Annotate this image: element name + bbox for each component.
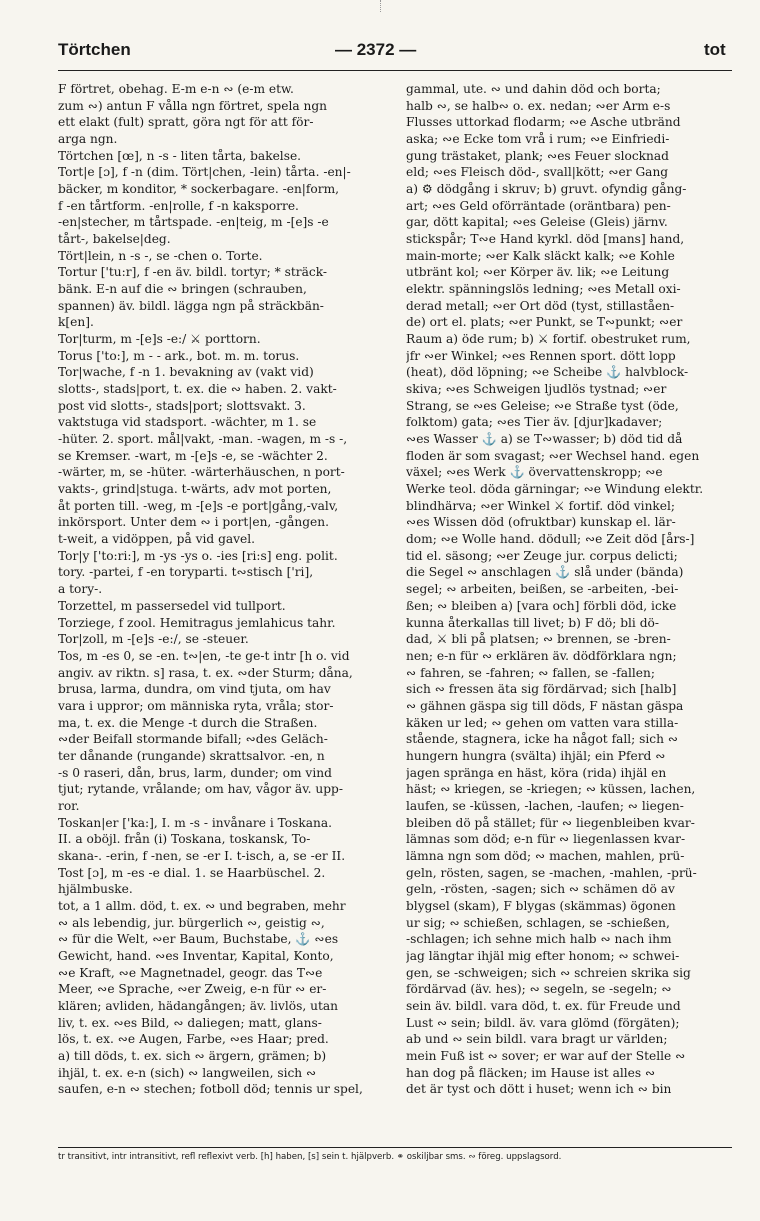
text-line: k[en]. bbox=[58, 315, 94, 330]
text-line: stickspår; T∾e Hand kyrkl. död [mans] hand, bbox=[406, 232, 685, 247]
text-line: vaktstuga vid stadsport. -wächter, m 1. se bbox=[58, 415, 317, 430]
text-line: angiv. av riktn. s] rasa, t. ex. ∾der Sturm; dåna, bbox=[58, 665, 353, 680]
text-line: dom; ∾e Wolle hand. dödull; ∾e Zeit död [års-] bbox=[406, 532, 695, 547]
text-line: Lust ∾ sein; bildl. äv. vara glömd (förgäten); bbox=[406, 1015, 680, 1030]
text-line: folktom) gata; ∾es Tier äv. [djur]kadaver; bbox=[406, 415, 663, 430]
text-line: vakts-, grind|stuga. t-wärts, adv mot porten, bbox=[58, 482, 332, 497]
text-line: det är tyst och dött i huset; wenn ich ∾ bin bbox=[406, 1082, 672, 1097]
text-line: inkörsport. Unter dem ∾ i port|en, -gången. bbox=[58, 515, 329, 530]
text-line: bleiben dö på stället; für ∾ liegenbleiben kvar- bbox=[406, 815, 695, 830]
text-line: Tost [ɔ], m -es -e dial. 1. se Haarbüschel. 2. bbox=[58, 865, 326, 880]
text-line: -hüter. 2. sport. mål|vakt, -man. -wagen, m -s -, bbox=[58, 432, 348, 447]
header-rule bbox=[58, 70, 732, 71]
text-line: lämnas som död; e-n für ∾ liegenlassen kvar- bbox=[406, 832, 686, 847]
text-line: Tortur ['tu:r], f -en äv. bildl. tortyr; * sträck- bbox=[58, 265, 327, 280]
text-line: skiva; ∾es Schweigen ljudlös tystnad; ∾er bbox=[406, 382, 667, 397]
text-line: art; ∾es Geld oförräntade (oräntbara) pen- bbox=[406, 198, 671, 213]
text-line: Tört|lein, n -s -, se -chen o. Torte. bbox=[58, 248, 263, 263]
text-line: halb ∾, se halb∾ o. ex. nedan; ∾er Arm e-s bbox=[406, 98, 671, 113]
text-line: derad metall; ∾er Ort död (tyst, stillaståen- bbox=[406, 298, 675, 313]
text-line: bänk. E-n auf die ∾ bringen (schrauben, bbox=[58, 282, 307, 297]
text-line: gung trästaket, plank; ∾es Feuer slocknad bbox=[406, 148, 669, 163]
text-line: Torzettel, m passersedel vid tullport. bbox=[58, 598, 286, 613]
text-line: stående, stagnera, icke ha något fall; sich ∾ bbox=[406, 732, 679, 747]
text-line: blindhärva; ∾er Winkel ⚔ fortif. död vinkel; bbox=[406, 498, 676, 513]
text-line: sein äv. bildl. vara död, t. ex. für Freude und bbox=[406, 998, 681, 1013]
text-line: slotts-, stads|port, t. ex. die ∾ haben. 2. vakt- bbox=[58, 382, 337, 397]
text-line: Toskan|er ['ka:], I. m -s - invånare i Toskana. bbox=[58, 815, 333, 830]
text-line: tårt-, bakelse|deg. bbox=[58, 232, 171, 247]
text-line: -s 0 raseri, dån, brus, larm, dunder; om vind bbox=[58, 765, 332, 780]
page-fold-mark bbox=[380, 0, 382, 12]
text-line: Tor|y ['to:ri:], m -ys -ys o. -ies [ri:s] eng. polit. bbox=[58, 548, 338, 563]
header-last-entry: tot bbox=[704, 40, 726, 59]
text-line: ma, t. ex. die Menge -t durch die Straßen. bbox=[58, 715, 318, 730]
text-line: ∾ als lebendig, jur. bürgerlich ∾, geistig ∾, bbox=[58, 915, 325, 930]
text-line: Tor|turm, m -[e]s -e:/ ⚔ porttorn. bbox=[58, 332, 261, 347]
text-line: arga ngn. bbox=[58, 132, 118, 147]
text-line: Torus ['to:], m - - ark., bot. m. m. torus. bbox=[58, 348, 300, 363]
text-line: geln, rösten, sagen, se -machen, -mahlen, -prü- bbox=[406, 865, 697, 880]
text-line: t-weit, a vidöppen, på vid gavel. bbox=[58, 532, 256, 547]
text-line: dad, ⚔ bli på platsen; ∾ brennen, se -bren- bbox=[406, 632, 671, 647]
text-line: bäcker, m konditor, * sockerbagare. -en|form, bbox=[58, 182, 340, 197]
text-line: II. a oböjl. från (i) Toskana, toskansk, To- bbox=[58, 832, 311, 847]
text-line: lämna ngn som död; ∾ machen, mahlen, prü- bbox=[406, 848, 685, 863]
text-line: Raum a) öde rum; b) ⚔ fortif. obestruket rum, bbox=[406, 332, 691, 347]
text-line: segel; ∾ arbeiten, beißen, se -arbeiten, -bei- bbox=[406, 582, 679, 597]
text-line: jfr ∾er Winkel; ∾es Rennen sport. dött lopp bbox=[406, 348, 676, 363]
text-line: die Segel ∾ anschlagen ⚓ slå under (bända) bbox=[406, 565, 684, 580]
text-line: elektr. spänningslös ledning; ∾es Metall oxi- bbox=[406, 282, 681, 297]
left-column bbox=[58, 81, 388, 1098]
text-line: Törtchen [œ], n -s - liten tårta, bakelse. bbox=[58, 148, 302, 163]
text-line: ter dånande (rungande) skrattsalvor. -en, n bbox=[58, 748, 325, 763]
text-line: -en|stecher, m tårtspade. -en|teig, m -[e]s -e bbox=[58, 215, 329, 230]
text-line: ihjäl, t. ex. e-n (sich) ∾ langweilen, sich ∾ bbox=[58, 1065, 317, 1080]
text-line: tid el. säsong; ∾er Zeuge jur. corpus delicti; bbox=[406, 548, 678, 563]
text-line: ett elakt (fult) spratt, göra ngt för att för- bbox=[58, 115, 314, 130]
abbreviation-legend: tr transitivt, intr intransitivt, refl reflexivt verb. [h] haben, [s] sein t. hjälpverb. ⚭ oskiljbar sms. ∾ föreg. uppslagsord. bbox=[58, 1152, 562, 1162]
text-line: se Kremser. -wart, m -[e]s -e, se -wächter 2. bbox=[58, 448, 328, 463]
text-line: gammal, ute. ∾ und dahin död och borta; bbox=[406, 82, 661, 96]
text-line: blygsel (skam), F blygas (skämmas) ögonen bbox=[406, 898, 676, 913]
text-line: lös, t. ex. ∾e Augen, Farbe, ∾es Haar; pred. bbox=[58, 1032, 329, 1047]
text-line: vara i uppror; om människa ryta, vråla; stor- bbox=[58, 698, 334, 713]
text-line: Strang, se ∾es Geleise; ∾e Straße tyst (öde, bbox=[406, 398, 679, 413]
text-line: liv, t. ex. ∾es Bild, ∾ daliegen; matt, glans- bbox=[58, 1015, 322, 1030]
text-line: ur sig; ∾ schießen, schlagen, se -schießen, bbox=[406, 915, 670, 930]
text-line: jag längtar ihjäl mig efter honom; ∾ schwei- bbox=[406, 948, 680, 963]
text-line: gar, dött kapital; ∾es Geleise (Gleis) järnv. bbox=[406, 215, 668, 230]
text-line: Tor|wache, f -n 1. bevakning av (vakt vid) bbox=[58, 365, 314, 380]
text-line: F förtret, obehag. E-m e-n ∾ (e-m etw. bbox=[58, 82, 294, 96]
text-line: Tort|e [ɔ], f -n (dim. Tört|chen, -lein) tårta. -en|- bbox=[58, 165, 351, 180]
text-line: main-morte; ∾er Kalk släckt kalk; ∾e Kohle bbox=[406, 248, 675, 263]
text-line: Flusses uttorkad flodarm; ∾e Asche utbränd bbox=[406, 115, 681, 130]
text-line: ror. bbox=[58, 798, 80, 813]
text-line: Tos, m -es 0, se -en. t∾|en, -te ge-t intr [h o. vid bbox=[58, 648, 350, 663]
text-line: sich ∾ fressen äta sig fördärvad; sich [halb] bbox=[406, 682, 677, 697]
text-line: laufen, se -küssen, -lachen, -laufen; ∾ liegen- bbox=[406, 798, 684, 813]
text-line: hjälmbuske. bbox=[58, 882, 133, 897]
text-line: klären; avliden, hädangången; äv. livlös, utan bbox=[58, 998, 339, 1013]
text-line: spannen) äv. bildl. lägga ngn på sträckbän- bbox=[58, 298, 324, 313]
text-line: käken ur led; ∾ gehen om vatten vara stilla- bbox=[406, 715, 679, 730]
text-line: gen, se -schweigen; sich ∾ schreien skrika sig bbox=[406, 965, 691, 980]
text-line: ∾es Wasser ⚓ a) se T∾wasser; b) död tid då bbox=[406, 432, 683, 447]
text-line: Gewicht, hand. ∾es Inventar, Kapital, Konto, bbox=[58, 948, 334, 963]
text-line: -schlagen; ich sehne mich halb ∾ nach ihm bbox=[406, 932, 672, 947]
text-line: ∾es Wissen död (ofruktbar) kunskap el. lär- bbox=[406, 515, 676, 530]
header-first-entry: Törtchen bbox=[58, 40, 131, 59]
text-line: f -en tårtform. -en|rolle, f -n kaksporre. bbox=[58, 198, 299, 213]
text-line: hungern hungra (svälta) ihjäl; ein Pferd ∾ bbox=[406, 748, 666, 763]
text-line: Tor|zoll, m -[e]s -e:/, se -steuer. bbox=[58, 632, 249, 647]
text-line: fördärvad (äv. hes); ∾ segeln, se -segeln; ∾ bbox=[406, 982, 672, 997]
text-line: post vid slotts-, stads|port; slottsvakt. 3. bbox=[58, 398, 306, 413]
text-line: (heat), död löpning; ∾e Scheibe ⚓ halvblock- bbox=[406, 365, 689, 380]
text-line: zum ∾) antun F vålla ngn förtret, spela ngn bbox=[58, 98, 327, 113]
text-line: jagen spränga en häst, köra (rida) ihjäl en bbox=[406, 765, 667, 780]
page-number: — 2372 — bbox=[335, 40, 417, 59]
text-line: eld; ∾es Fleisch död-, svall|kött; ∾er Gang bbox=[406, 165, 669, 180]
text-line: ßen; ∾ bleiben a) [vara och] förbli död, icke bbox=[406, 598, 677, 613]
text-line: floden är som svagast; ∾er Wechsel hand. egen bbox=[406, 448, 700, 463]
text-line: åt porten till. -weg, m -[e]s -e port|gång,-valv, bbox=[58, 498, 339, 513]
text-line: ∾der Beifall stormande bifall; ∾des Geläch- bbox=[58, 732, 328, 747]
footer-rule bbox=[58, 1147, 732, 1148]
text-line: aska; ∾e Ecke tom vrå i rum; ∾e Einfriedi- bbox=[406, 132, 670, 147]
text-line: skana-. -erin, f -nen, se -er I. t-isch, a, se -er II. bbox=[58, 848, 346, 863]
text-line: nen; e-n für ∾ erklären äv. dödförklara ngn; bbox=[406, 648, 677, 663]
text-line: tot, a 1 allm. död, t. ex. ∾ und begraben, mehr bbox=[58, 898, 346, 913]
text-line: mein Fuß ist ∾ sover; er war auf der Stelle ∾ bbox=[406, 1048, 686, 1063]
text-line: utbränt kol; ∾er Körper äv. lik; ∾e Leitung bbox=[406, 265, 670, 280]
text-line: a) till döds, t. ex. sich ∾ ärgern, grämen; b) bbox=[58, 1048, 327, 1063]
right-column bbox=[406, 81, 736, 1098]
text-line: häst; ∾ kriegen, se -kriegen; ∾ küssen, lachen, bbox=[406, 782, 696, 797]
text-line: ∾e Kraft, ∾e Magnetnadel, geogr. das T∾e bbox=[58, 965, 323, 980]
text-line: -wärter, m, se -hüter. -wärterhäuschen, n port- bbox=[58, 465, 345, 480]
text-line: tjut; rytande, vrålande; om hav, vågor äv. upp- bbox=[58, 782, 343, 797]
text-line: kunna återkallas till livet; b) F dö; bli dö- bbox=[406, 615, 659, 630]
text-line: Torziege, f zool. Hemitragus jemlahicus tahr. bbox=[58, 615, 336, 630]
text-line: ∾ fahren, se -fahren; ∾ fallen, se -fallen; bbox=[406, 665, 655, 680]
text-line: de) ort el. plats; ∾er Punkt, se T∾punkt; ∾er bbox=[406, 315, 683, 330]
text-line: ∾ für die Welt, ∾er Baum, Buchstabe, ⚓ ∾es bbox=[58, 932, 339, 947]
text-line: saufen, e-n ∾ stechen; fotboll död; tennis ur spel, bbox=[58, 1082, 363, 1097]
text-line: han dog på fläcken; im Hause ist alles ∾ bbox=[406, 1065, 656, 1080]
text-line: Meer, ∾e Sprache, ∾er Zweig, e-n für ∾ er- bbox=[58, 982, 327, 997]
text-line: a) ⚙ dödgång i skruv; b) gruvt. ofyndig gång- bbox=[406, 182, 687, 197]
text-line: brusa, larma, dundra, om vind tjuta, om hav bbox=[58, 682, 331, 697]
text-line: geln, -rösten, -sagen; sich ∾ schämen dö av bbox=[406, 882, 675, 897]
text-line: a tory-. bbox=[58, 582, 103, 597]
text-line: växel; ∾es Werk ⚓ övervattenskropp; ∾e bbox=[406, 465, 663, 480]
text-line: ∾ gähnen gäspa sig till döds, F nästan gäspa bbox=[406, 698, 684, 713]
text-line: ab und ∾ sein bildl. vara bragt ur världen; bbox=[406, 1032, 668, 1047]
text-line: Werke teol. döda gärningar; ∾e Windung elektr. bbox=[406, 482, 704, 497]
text-line: tory. -partei, f -en toryparti. t∾stisch ['ri], bbox=[58, 565, 314, 580]
